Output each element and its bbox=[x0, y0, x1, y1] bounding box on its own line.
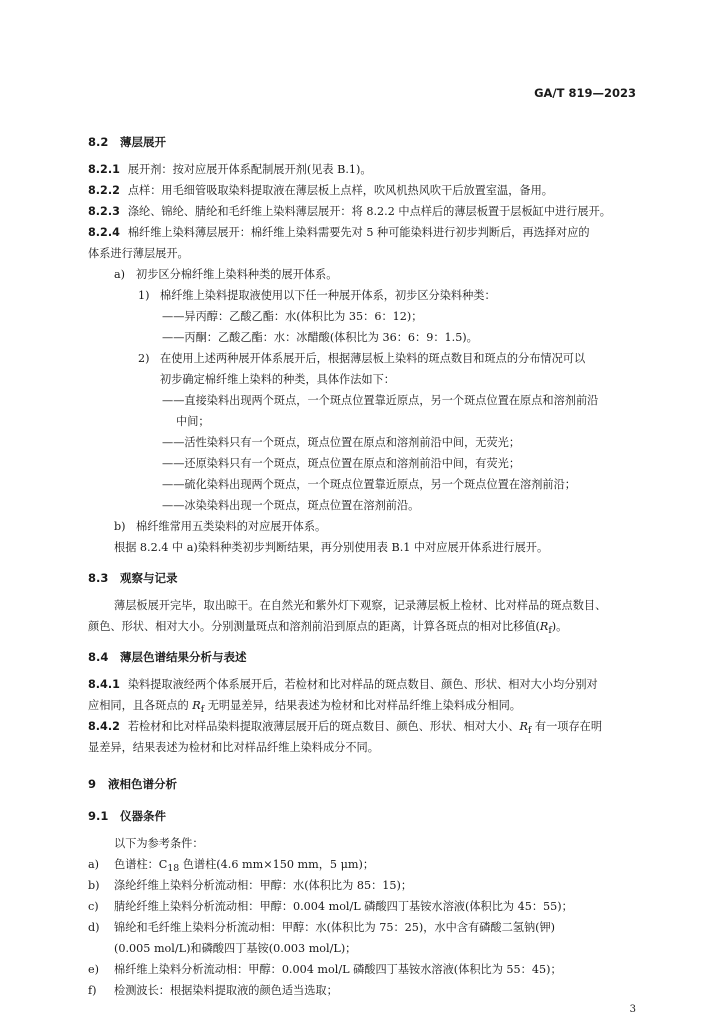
dash-item-cont: 中间； bbox=[176, 415, 210, 428]
paragraph-cont bbox=[88, 618, 567, 636]
list-marker: e) bbox=[88, 963, 99, 976]
dash-item: ——硫化染料出现两个斑点，一个斑点位置靠近原点，另一个斑点位置在溶剂前沿； bbox=[162, 478, 576, 491]
list-marker: d) bbox=[88, 921, 100, 934]
text: )。 bbox=[551, 620, 568, 633]
section-number: 9 bbox=[88, 777, 97, 791]
list-text: 棉纤维常用五类染料的对应展开体系。 bbox=[136, 520, 327, 533]
clause-text: 棉纤维上染料薄层展开：棉纤维上染料需要先对 5 种可能染料进行初步判断后，再选择对应的 bbox=[127, 226, 590, 239]
clause-number: 8.4.1 bbox=[88, 678, 120, 691]
condition-e bbox=[88, 961, 562, 977]
clause-number: 8.2.4 bbox=[88, 226, 120, 239]
text: 色谱柱(4.6 mm×150 mm，5 μm)； bbox=[179, 858, 375, 871]
condition-c bbox=[88, 898, 573, 914]
clause-8-4-1 bbox=[88, 676, 598, 692]
text: 无明显差异，结果表述为检材和比对样品纤维上染料成分相同。 bbox=[204, 699, 521, 712]
dash-item: ——还原染料只有一个斑点，斑点位置在原点和溶剂前沿中间，有荧光； bbox=[162, 457, 521, 470]
list-text: 在使用上述两种展开体系展开后，根据薄层板上染料的斑点数目和斑点的分布情况可以 bbox=[160, 352, 586, 365]
rf-symbol: R bbox=[192, 699, 201, 712]
condition-d bbox=[88, 919, 555, 935]
section-number: 8.2 bbox=[88, 135, 109, 149]
rf-symbol: R bbox=[539, 620, 549, 633]
text: 腈纶纤维上染料分析流动相：甲醇：0.004 mol/L 磷酸四丁基铵水溶液(体积比为 45：55)； bbox=[114, 900, 573, 913]
text: 应相同，且各斑点的 bbox=[88, 699, 193, 712]
paragraph: 薄层板展开完毕，取出晾干。在自然光和紫外灯下观察，记录薄层板上检材、比对样品的斑点数目、 bbox=[114, 599, 607, 612]
clause-text: 涤纶、锦纶、腈纶和毛纤维上染料薄层展开：将 8.2.2 中点样后的薄层板置于层板缸中进行展开。 bbox=[127, 205, 611, 218]
condition-d-cont: (0.005 mol/L)和磷酸四丁基铵(0.003 mol/L)； bbox=[114, 942, 357, 955]
clause-number: 8.4.2 bbox=[88, 720, 120, 733]
section-number: 9.1 bbox=[88, 809, 109, 823]
section-8-2-heading bbox=[88, 134, 166, 150]
condition-a bbox=[88, 856, 374, 874]
clause-text: 染料提取液经两个体系展开后，若检材和比对样品的斑点数目、颜色、形状、相对大小均分别对 bbox=[127, 678, 598, 691]
section-number: 8.4 bbox=[88, 650, 109, 664]
clause-number: 8.2.3 bbox=[88, 205, 120, 218]
clause-8-4-2-cont: 显差异，结果表述为检材和比对样品纤维上染料成分不同。 bbox=[88, 741, 379, 754]
text: 色谱柱：C bbox=[114, 858, 168, 871]
section-number: 8.3 bbox=[88, 571, 109, 585]
list-marker: c) bbox=[88, 900, 99, 913]
section-title: 仪器条件 bbox=[120, 809, 166, 823]
rf-subscript: f bbox=[200, 704, 205, 716]
text: 若检材和比对样品染料提取液薄层展开后的斑点数目、颜色、形状、相对大小、 bbox=[127, 720, 520, 733]
clause-8-2-3 bbox=[88, 203, 611, 219]
page-number: 3 bbox=[629, 1004, 636, 1015]
section-title: 薄层色谱结果分析与表述 bbox=[120, 650, 247, 664]
section-9-heading bbox=[88, 776, 177, 792]
list-item-b bbox=[114, 518, 326, 534]
clause-8-4-1-cont bbox=[88, 697, 521, 715]
clause-8-2-1 bbox=[88, 161, 372, 177]
list-marker: b) bbox=[88, 879, 100, 892]
dash-item: ——丙酮：乙酸乙酯：水：冰醋酸(体积比为 36：6：9：1.5)。 bbox=[162, 331, 478, 344]
section-title: 液相色谱分析 bbox=[108, 777, 177, 791]
clause-8-4-2 bbox=[88, 718, 602, 736]
paragraph: 以下为参考条件： bbox=[114, 837, 204, 850]
dash-item: ——直接染料出现两个斑点，一个斑点位置靠近原点，另一个斑点位置在原点和溶剂前沿 bbox=[162, 394, 599, 407]
section-9-1-heading bbox=[88, 808, 166, 824]
list-marker: 1) bbox=[138, 289, 150, 302]
clause-text: 点样：用毛细管吸取染料提取液在薄层板上点样，吹风机热风吹干后放置室温，备用。 bbox=[127, 184, 553, 197]
rf-subscript: f bbox=[527, 725, 532, 737]
clause-8-2-4 bbox=[88, 224, 590, 240]
standard-code-header: GA/T 819—2023 bbox=[534, 86, 636, 100]
text: 颜色、形状、相对大小。分别测量斑点和溶剂前沿到原点的距离，计算各斑点的相对比移值( bbox=[88, 620, 540, 633]
list-marker: 2) bbox=[138, 352, 150, 365]
list-text: 棉纤维上染料提取液使用以下任一种展开体系，初步区分染料种类： bbox=[160, 289, 496, 302]
clause-8-2-2 bbox=[88, 182, 553, 198]
condition-b bbox=[88, 877, 412, 893]
section-title: 观察与记录 bbox=[120, 571, 178, 585]
c18-subscript: 18 bbox=[167, 863, 180, 875]
clause-8-2-4-cont: 体系进行薄层展开。 bbox=[88, 247, 189, 260]
rf-subscript: f bbox=[548, 625, 552, 637]
text: 有一项存在明 bbox=[531, 720, 603, 733]
list-item-2-cont: 初步确定棉纤维上染料的种类，具体作法如下： bbox=[160, 373, 395, 386]
clause-text: 展开剂：按对应展开体系配制展开剂(见表 B.1)。 bbox=[127, 163, 372, 176]
text: 棉纤维上染料分析流动相：甲醇：0.004 mol/L 磷酸四丁基铵水溶液(体积比为 55：45)； bbox=[114, 963, 562, 976]
dash-item: ——异丙醇：乙酸乙酯：水(体积比为 35：6：12)； bbox=[162, 310, 423, 323]
list-item-2 bbox=[138, 350, 585, 366]
paragraph: 根据 8.2.4 中 a)染料种类初步判断结果，再分别使用表 B.1 中对应展开体系进行展开。 bbox=[114, 541, 549, 554]
section-8-3-heading bbox=[88, 570, 178, 586]
section-8-4-heading bbox=[88, 649, 247, 665]
condition-f bbox=[88, 982, 338, 998]
text: 锦纶和毛纤维上染料分析流动相：甲醇：水(体积比为 75：25)，水中含有磷酸二氢钠(钾) bbox=[114, 921, 556, 934]
list-item-a bbox=[114, 266, 337, 282]
rf-symbol: R bbox=[519, 720, 528, 733]
dash-item: ——冰染染料出现一个斑点，斑点位置在溶剂前沿。 bbox=[162, 499, 420, 512]
list-marker: b) bbox=[114, 520, 126, 533]
clause-number: 8.2.2 bbox=[88, 184, 120, 197]
list-marker: f) bbox=[88, 984, 97, 997]
text: 检测波长：根据染料提取液的颜色适当选取； bbox=[114, 984, 338, 997]
list-item-1 bbox=[138, 287, 496, 303]
text: 涤纶纤维上染料分析流动相：甲醇：水(体积比为 85：15)； bbox=[114, 879, 413, 892]
clause-number: 8.2.1 bbox=[88, 163, 120, 176]
list-marker: a) bbox=[88, 858, 100, 871]
list-marker: a) bbox=[114, 268, 126, 281]
section-title: 薄层展开 bbox=[120, 135, 166, 149]
dash-item: ——活性染料只有一个斑点，斑点位置在原点和溶剂前沿中间，无荧光； bbox=[162, 436, 521, 449]
list-text: 初步区分棉纤维上染料种类的展开体系。 bbox=[136, 268, 338, 281]
